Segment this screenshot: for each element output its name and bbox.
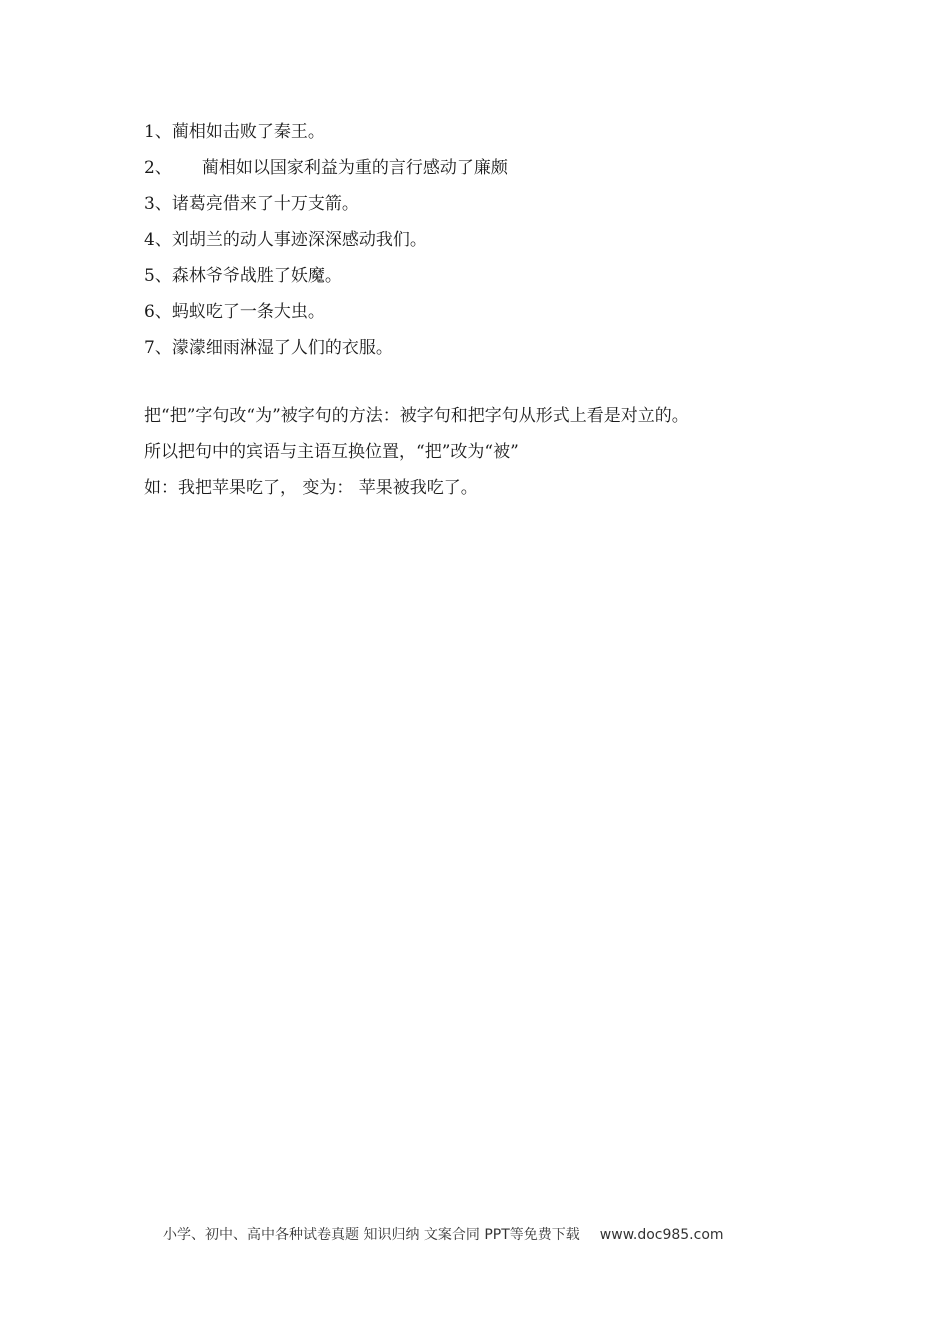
list-item	[144, 186, 864, 222]
list-item	[144, 330, 864, 366]
item-number: 3、	[144, 194, 172, 214]
item-text: 蔺相如击败了秦王。	[171, 122, 325, 142]
item-number: 7、	[144, 338, 172, 358]
item-number: 4、	[144, 230, 172, 250]
item-text: 刘胡兰的动人事迹深深感动我们。	[171, 230, 427, 250]
explanation-example: 如：我把苹果吃了， 变为： 苹果被我吃了。	[144, 478, 478, 498]
item-text: 蚂蚁吃了一条大虫。	[171, 302, 325, 322]
method-explanation	[144, 398, 844, 506]
item-number: 6、	[144, 302, 172, 322]
item-number: 5、	[144, 266, 172, 286]
item-text: 森林爷爷战胜了妖魔。	[171, 266, 342, 286]
explanation-line-2: 所以把句中的宾语与主语互换位置，“把”改为“被”	[144, 442, 519, 462]
sentence-list	[144, 114, 864, 366]
footer-url: www.doc985.com	[599, 1227, 724, 1243]
list-item	[144, 294, 864, 330]
footer-text: 小学、初中、高中各种试卷真题 知识归纳 文案合同 PPT等免费下载	[163, 1227, 580, 1243]
list-item	[144, 114, 864, 150]
list-item	[144, 222, 864, 258]
list-item	[144, 258, 864, 294]
item-text: 濛濛细雨淋湿了人们的衣服。	[171, 338, 393, 358]
item-number: 1、	[144, 122, 172, 142]
item-text: 诸葛亮借来了十万支箭。	[171, 194, 359, 214]
list-item	[144, 150, 864, 186]
item-text: 蔺相如以国家利益为重的言行感动了廉颇	[201, 158, 508, 178]
page-footer	[163, 1224, 823, 1244]
item-number: 2、	[144, 158, 172, 178]
explanation-line-1: 把“把”字句改“为”被字句的方法：被字句和把字句从形式上看是对立的。	[144, 406, 689, 426]
